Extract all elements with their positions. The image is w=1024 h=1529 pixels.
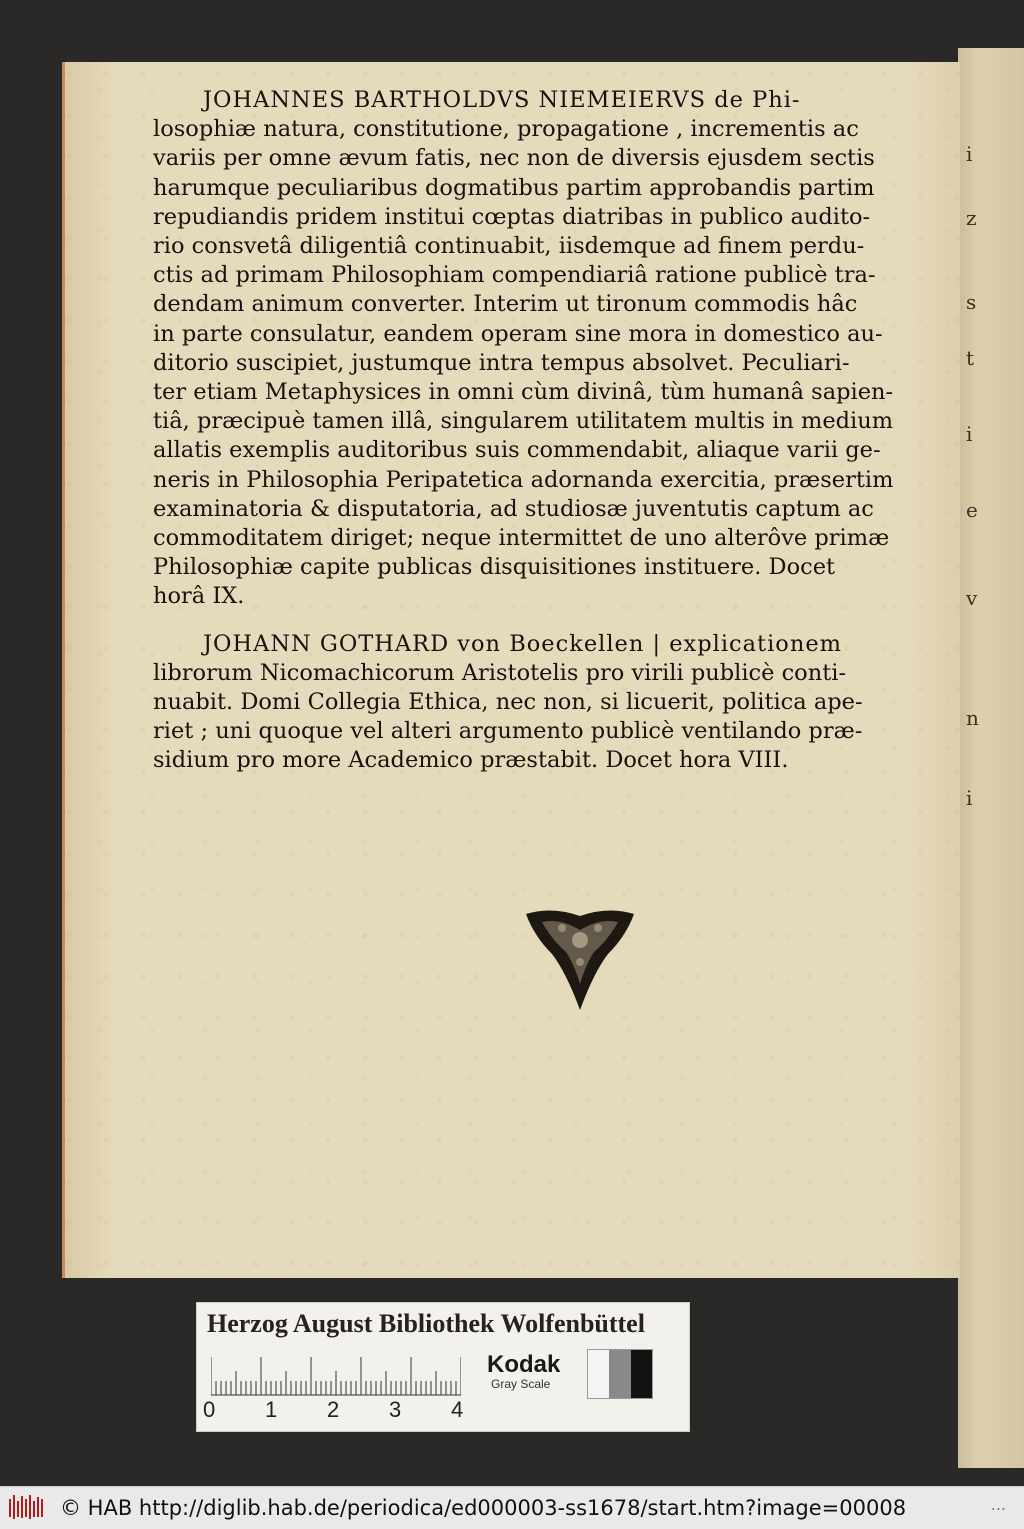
- paragraph-niemeier: [153, 86, 935, 612]
- adjacent-page-edge: i z s t i e v n i: [958, 48, 1024, 1468]
- ruler-labels: [203, 1397, 473, 1423]
- kodak-logo: [487, 1351, 560, 1391]
- text-line: librorum Nicomachicorum Aristotelis pro virili publicè conti-: [153, 659, 847, 686]
- text-line: ctis ad primam Philosophiam compendiariâ ratione publicè tra-: [153, 262, 876, 289]
- text-line: nuabit. Domi Collegia Ethica, nec non, si licuerit, politica ape-: [153, 689, 863, 716]
- kodak-subtitle: Gray Scale: [491, 1377, 551, 1391]
- ornament-icon: [522, 906, 638, 1016]
- text-line: ter etiam Metaphysices in omni cùm divinâ, tùm humanâ sapien-: [153, 379, 894, 406]
- text-line: losophiæ natura, constitutione, propagatione , incrementis ac: [153, 116, 859, 143]
- color-calibration-bar: [196, 1302, 690, 1432]
- ruler-label: 4: [451, 1397, 464, 1422]
- text-line: JOHANNES BARTHOLDVS NIEMEIERVS de Phi-: [203, 87, 801, 113]
- text-line: neris in Philosophia Peripatetica adornanda exercitia, præsertim: [153, 466, 894, 493]
- text-line: dendam animum converter. Interim ut tironum commodis hâc: [153, 291, 858, 318]
- text-line: in parte consulatur, eandem operam sine mora in domestico au-: [153, 320, 883, 347]
- document-text: [153, 86, 935, 776]
- ruler-label: 2: [327, 1397, 340, 1422]
- text-line: allatis exemplis auditoribus suis commendabit, aliaque varii ge-: [153, 437, 881, 464]
- text-line: variis per omne ævum fatis, nec non de diversis ejusdem sectis: [153, 145, 875, 172]
- ruler-label: 3: [389, 1397, 402, 1422]
- text-line: rio consvetâ diligentiâ continuabit, iisdemque ad finem perdu-: [153, 233, 865, 260]
- more-icon[interactable]: ...: [990, 1495, 1006, 1514]
- gray-patch: [587, 1349, 653, 1399]
- text-line: examinatoria & disputatoria, ad studiosæ juventutis captum ac: [153, 495, 874, 522]
- ruler-scale: [211, 1357, 461, 1397]
- text-line: riet ; uni quoque vel alteri argumento publicè ventilando præ-: [153, 718, 863, 745]
- text-line: horâ IX.: [153, 583, 245, 610]
- library-name: Herzog August Bibliothek Wolfenbüttel: [207, 1309, 645, 1338]
- paragraph-boeckellen: [153, 630, 935, 776]
- text-line: commoditatem diriget; neque intermittet de uno alterôve primæ: [153, 525, 890, 552]
- text-line: harumque peculiaribus dogmatibus partim approbandis partim: [153, 174, 875, 201]
- text-line: repudiandis pridem institui cœptas diatribas in publico audito-: [153, 203, 871, 230]
- ruler-label: 1: [265, 1397, 278, 1422]
- source-url[interactable]: © HAB http://diglib.hab.de/periodica/ed000003-ss1678/start.htm?image=00008: [60, 1496, 907, 1520]
- kodak-brand: Kodak: [487, 1351, 561, 1378]
- text-line: JOHANN GOTHARD von Boeckellen | explicationem: [203, 630, 842, 657]
- text-line: Philosophiæ capite publicas disquisitiones instituere. Docet: [153, 554, 836, 581]
- ruler-label: 0: [203, 1397, 216, 1422]
- text-line: sidium pro more Academico præstabit. Docet hora VIII.: [153, 747, 789, 774]
- text-line: tiâ, præcipuè tamen illâ, singularem utilitatem multis in medium: [153, 408, 894, 435]
- footer-bar: [0, 1486, 1024, 1529]
- text-line: ditorio suscipiet, justumque intra tempus absolvet. Peculiari-: [153, 349, 850, 376]
- hab-logo-icon: [8, 1493, 46, 1521]
